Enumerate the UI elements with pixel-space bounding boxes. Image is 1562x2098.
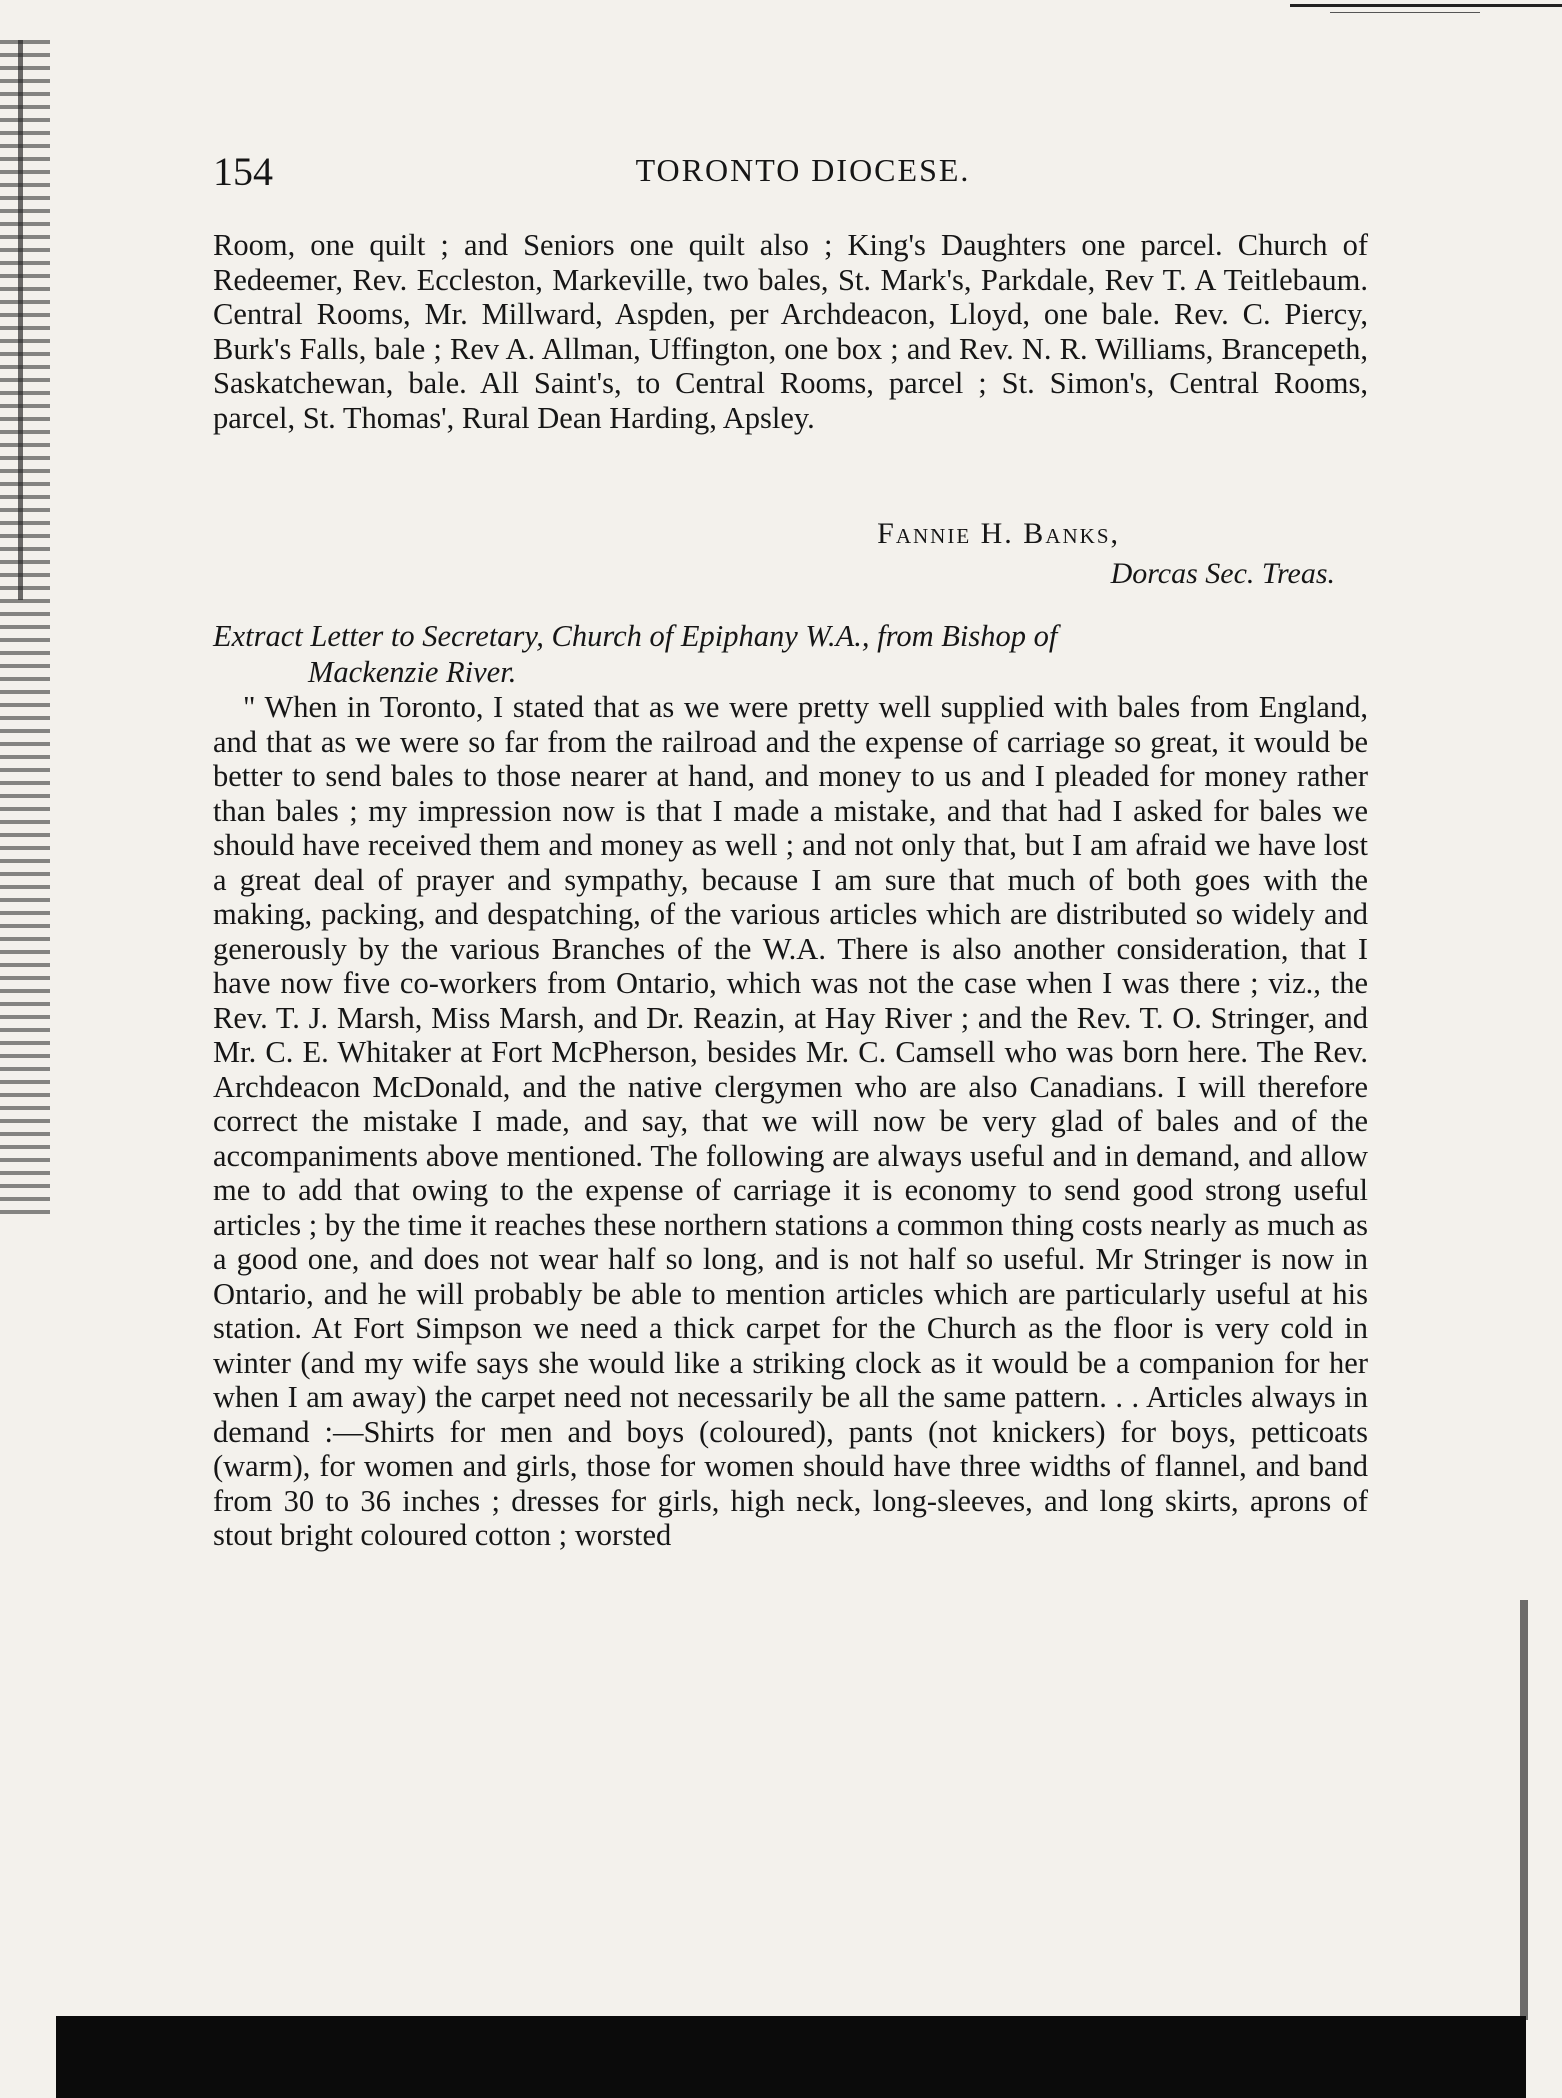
running-head: TORONTO DIOCESE. xyxy=(635,152,971,188)
signature-block xyxy=(213,514,1335,594)
extract-heading-line2: Mackenzie River. xyxy=(308,655,517,689)
binding-edge xyxy=(18,40,23,600)
top-edge-rule xyxy=(1290,4,1562,7)
top-edge-rule-thin xyxy=(1330,12,1480,13)
letter-body: " When in Toronto, I stated that as we were pretty well supplied with bales from England, and that as we were so far from the railroad and the expense of carriage so great, it would be better to send bales to those nearer at hand, and money to us and I pleaded for money rather than bales ; my impression now is that I made a mistake, and that had I asked for bales we should have received them and money as well ; and not only that, but I am afraid we have lost a great deal of prayer and sympathy, because I am sure that much of both goes with the making, packing, and despatching, of the various articles which are distributed so widely and generously by the various Branches of the W.A. There is also another consideration, that I have now five co-workers from Ontario, which was not the case when I was there ; viz., the Rev. T. J. Marsh, Miss Marsh, and Dr. Reazin, at Hay River ; and the Rev. T. O. Stringer, and Mr. C. E. Whitaker at Fort McPherson, besides Mr. C. Camsell who was born here. The Rev. Archdeacon McDonald, and the native clergymen who are also Canadians. I will therefore correct the mistake I made, and say, that we will now be very glad of bales and of the accompaniments above mentioned. The following are always useful and in demand, and allow me to add that owing to the expense of carriage it is economy to send good strong useful articles ; by the time it reaches these northern stations a common thing costs nearly as much as a good one, and does not wear half so long, and is not half so useful. Mr Stringer is now in Ontario, and he will probably be able to mention articles which are particularly useful at his station. At Fort Simpson we need a thick carpet for the Church as the floor is very cold in winter (and my wife says she would like a striking clock as it would be a companion for her when I am away) the carpet need not necessarily be all the same pattern. . . Articles always in demand :—Shirts for men and boys (coloured), pants (not knickers) for boys, petticoats (warm), for women and girls, those for women should have three widths of flannel, and band from 30 to 36 inches ; dresses for girls, high neck, long-sleeves, and long skirts, aprons of stout bright coloured cotton ; worsted xyxy=(213,690,1368,1552)
page-header xyxy=(213,148,1393,198)
right-page-edge xyxy=(1520,1600,1528,2020)
bottom-scan-shadow xyxy=(56,2016,1526,2098)
binding-shadow xyxy=(0,40,50,1220)
extract-heading-line1: Extract Letter to Secretary, Church of Epiphany W.A., from Bishop of xyxy=(213,619,1058,653)
paragraph-donations: Room, one quilt ; and Seniors one quilt also ; King's Daughters one parcel. Church of Redeemer, Rev. Eccleston, Markeville, two bales, St. Mark's, Parkdale, Rev T. A Teitlebaum. Central Rooms, Mr. Millward, Aspden, per Archdeacon, Lloyd, one bale. Rev. C. Piercy, Burk's Falls, bale ; Rev A. Allman, Uffington, one box ; and Rev. N. R. Williams, Brancepeth, Saskatchewan, bale. All Saint's, to Central Rooms, parcel ; St. Simon's, Central Rooms, parcel, St. Thomas', Rural Dean Harding, Apsley. xyxy=(213,228,1368,435)
page-number: 154 xyxy=(213,149,273,194)
signature-name: Fannie H. Banks, xyxy=(877,517,1120,550)
signature-role: Dorcas Sec. Treas. xyxy=(1110,557,1335,590)
extract-heading xyxy=(213,618,1368,690)
